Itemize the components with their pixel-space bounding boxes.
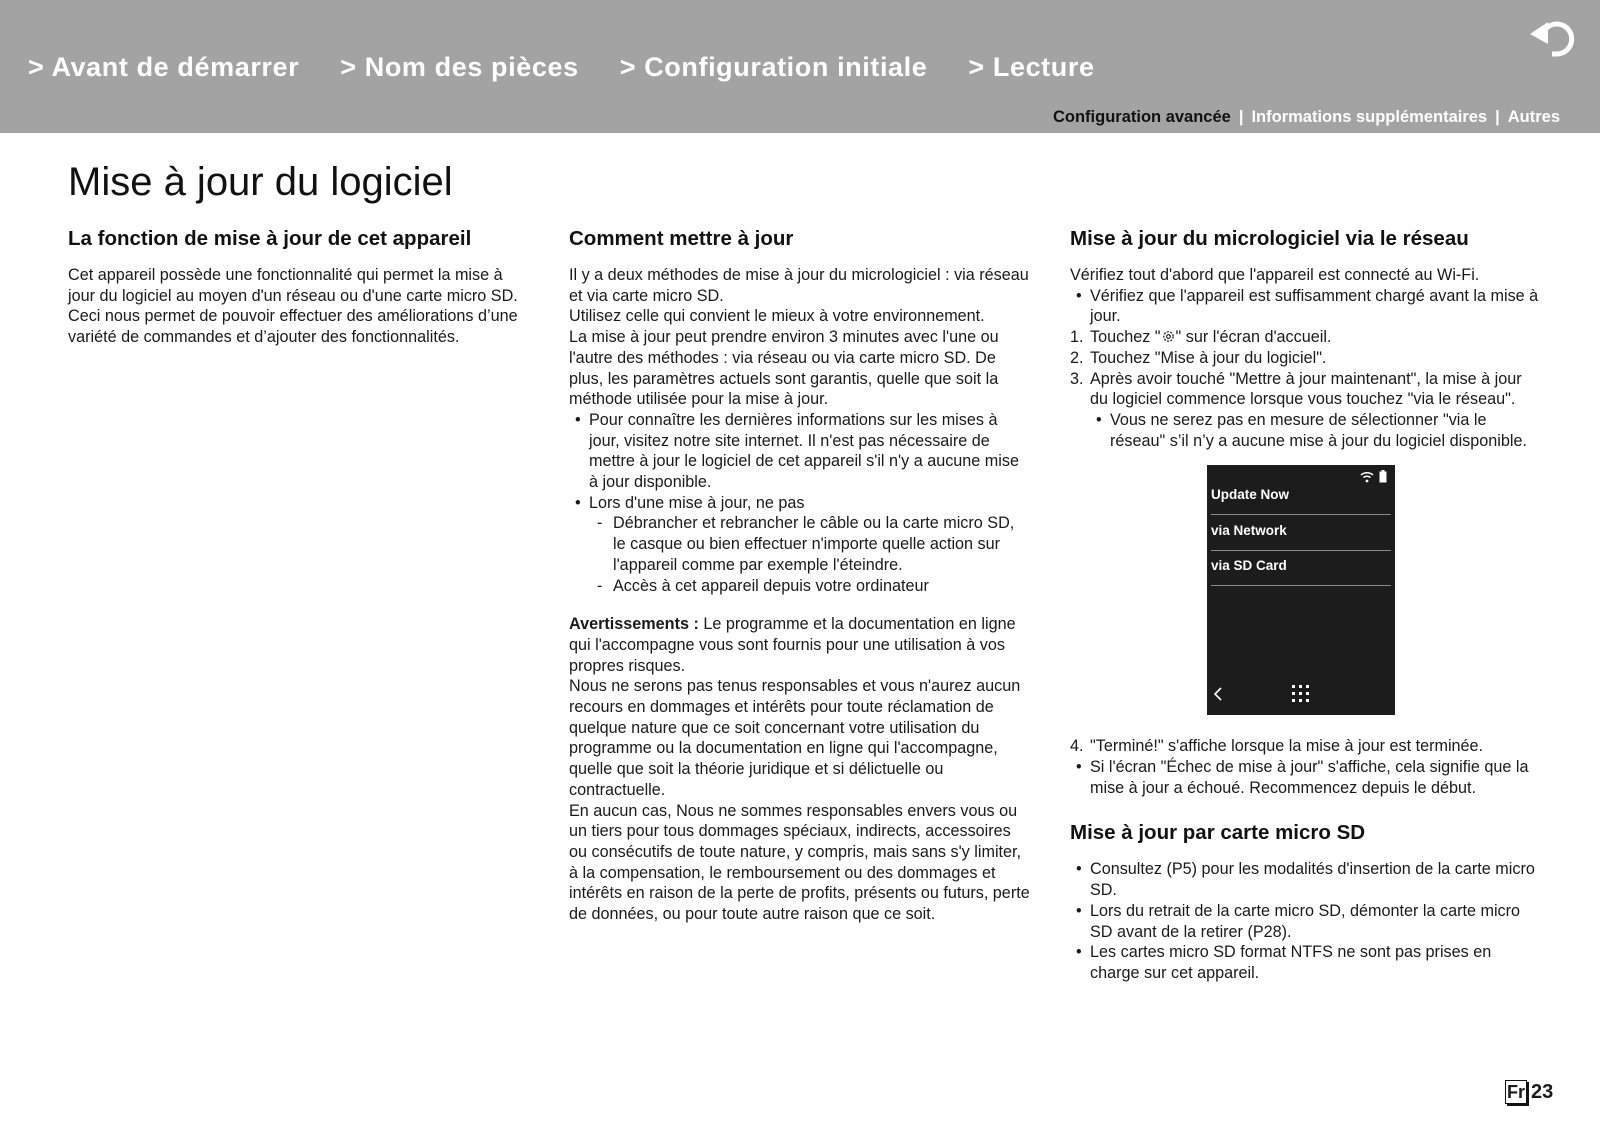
step-item xyxy=(1070,369,1540,410)
list-item: • Pour connaître les dernières informations sur les mises à jour, visitez notre site internet. Il n'est pas nécessaire de mettre à jour le logiciel de cet appareil s'il n'y a aucune mise à jour disponible. xyxy=(569,410,1031,493)
warning-label: Avertissements : xyxy=(569,615,699,634)
bullet-list xyxy=(1070,859,1540,983)
device-item-via-sd-card[interactable]: via SD Card xyxy=(1211,556,1391,586)
step-text: "Terminé!" s'affiche lorsque la mise à jour est terminée. xyxy=(1090,737,1484,756)
section-network-update xyxy=(1070,226,1540,984)
bullet-list xyxy=(1070,757,1540,798)
nav-nom-des-pieces[interactable]: > Nom des pièces xyxy=(340,52,579,82)
step-note: • Vous ne serez pas en mesure de sélectionner "via le réseau" s’il n’y a aucune mise à jour du logiciel disponible. xyxy=(1070,410,1540,451)
grid-menu-icon[interactable] xyxy=(1291,684,1311,710)
list-item: • Lors du retrait de la carte micro SD, démonter la carte micro SD avant de la retirer (P28). xyxy=(1070,901,1540,942)
dash-item: - Accès à cet appareil depuis votre ordinateur xyxy=(569,576,1031,597)
steps-list xyxy=(1070,327,1540,451)
bullet-list xyxy=(1070,286,1540,327)
step-item xyxy=(1070,736,1540,757)
language-badge: Fr xyxy=(1507,1082,1525,1102)
step-text-pre: Touchez " xyxy=(1090,328,1161,347)
section-how-to-update xyxy=(569,226,1031,925)
page-number: 23 xyxy=(1531,1080,1554,1103)
section-heading: Mise à jour du micrologiciel via le réseau xyxy=(1070,227,1469,250)
section-text: Cet appareil possède une fonctionnalité qui permet la mise à jour du logiciel au moyen d'un réseau ou d'une carte micro SD. Ceci nous permet de pouvoir effectuer des améliorations d’une variété de commandes et d’ajouter des fonctionnalités. xyxy=(68,266,518,347)
nav-lecture[interactable]: > Lecture xyxy=(968,52,1095,82)
step-number: 4. xyxy=(1070,737,1084,756)
bullet-list xyxy=(569,410,1031,596)
dash-item: - Débrancher et rebrancher le câble ou la carte micro SD, le casque ou bien effectuer n'importe quelle action sur l'appareil comme par exemple l'éteindre. xyxy=(569,513,1031,575)
subnav-autres[interactable]: Autres xyxy=(1507,108,1560,126)
nav-configuration-initiale[interactable]: > Configuration initiale xyxy=(619,52,928,82)
list-item: • Consultez (P5) pour les modalités d'insertion de la carte micro SD. xyxy=(1070,859,1540,900)
sub-nav xyxy=(1053,108,1560,127)
step-text: Après avoir touché "Mettre à jour maintenant", la mise à jour du logiciel commence lorsque vous touchez "via le réseau". xyxy=(1090,369,1522,409)
device-item-via-network[interactable]: via Network xyxy=(1211,521,1391,551)
subnav-separator: | xyxy=(1238,108,1244,126)
step-number: 3. xyxy=(1070,369,1084,388)
warning-paragraph xyxy=(569,614,1031,676)
section-heading: Mise à jour par carte micro SD xyxy=(1070,821,1366,845)
paragraph: Il y a deux méthodes de mise à jour du micrologiciel : via réseau et via carte micro SD. xyxy=(569,266,1029,305)
list-item: • Lors d'une mise à jour, ne pas xyxy=(569,493,1031,514)
nav-avant-de-demarrer[interactable]: > Avant de démarrer xyxy=(28,52,300,82)
device-screen-illustration xyxy=(1207,465,1395,715)
list-item: • Les cartes micro SD format NTFS ne sont pas prises en charge sur cet appareil. xyxy=(1070,942,1540,983)
page-footer xyxy=(1505,1080,1553,1104)
paragraph: Utilisez celle qui convient le mieux à votre environnement. xyxy=(569,307,985,326)
subnav-configuration-avancee[interactable]: Configuration avancée xyxy=(1052,108,1231,126)
subnav-separator: | xyxy=(1495,108,1500,126)
steps-list xyxy=(1070,736,1540,757)
paragraph: Nous ne serons pas tenus responsables et vous n'aurez aucun recours en dommages et intérêts pour toute réclamation de quelque nature que ce soit concernant votre utilisation du programme ou la documentation en ligne qui l'accompagne, quelle que soit la théorie juridique et si délictuelle ou contractuelle. xyxy=(569,677,1021,799)
device-item-update-now[interactable]: Update Now xyxy=(1211,485,1391,515)
section-heading: La fonction de mise à jour de cet appareil xyxy=(68,227,472,250)
paragraph: Vérifiez tout d'abord que l'appareil est connecté au Wi-Fi. xyxy=(1070,266,1480,284)
subnav-informations-supplementaires[interactable]: Informations supplémentaires xyxy=(1251,108,1488,126)
step-number: 1. xyxy=(1070,328,1084,347)
step-number: 2. xyxy=(1070,348,1084,367)
section-heading: Comment mettre à jour xyxy=(569,227,794,250)
list-item: • Vérifiez que l'appareil est suffisamment chargé avant la mise à jour. xyxy=(1070,286,1540,327)
step-text: Touchez "Mise à jour du logiciel". xyxy=(1090,348,1327,367)
paragraph: En aucun cas, Nous ne sommes responsables envers vous ou un tiers pour tous dommages spéciaux, indirects, accessoires ou consécutifs de toute nature, y compris, mais sans s'y limiter, à la compensation, le remboursement ou des dommages et intérêts en raison de la perte de profits, présents ou futurs, perte de données, ou pour toute autre raison que ce soit. xyxy=(569,801,1030,924)
list-item: • Si l'écran "Échec de mise à jour" s'affiche, cela signifie que la mise à jour a échoué. Recommencez depuis le début. xyxy=(1070,757,1540,798)
step-text-post: " sur l'écran d'accueil. xyxy=(1175,328,1332,347)
step-item xyxy=(1070,327,1540,348)
chevron-left-icon[interactable] xyxy=(1213,686,1223,708)
top-nav-bar xyxy=(0,0,1600,133)
section-update-function xyxy=(68,226,530,348)
gear-icon xyxy=(1161,329,1176,344)
paragraph: La mise à jour peut prendre environ 3 minutes avec l'une ou l'autre des méthodes : via réseau ou via carte micro SD. De plus, les paramètres actuels sont garantis, quelle que soit la méthode utilisée pour la mise à jour. xyxy=(569,328,999,409)
return-arrow-icon[interactable] xyxy=(1528,14,1578,60)
page-title: Mise à jour du logiciel xyxy=(68,160,453,204)
warning-text: Le programme et la documentation en ligne qui l'accompagne vous sont fournis pour une utilisation à vos propres risques. xyxy=(569,615,1016,675)
step-item xyxy=(1070,348,1540,369)
main-nav xyxy=(28,52,1095,83)
